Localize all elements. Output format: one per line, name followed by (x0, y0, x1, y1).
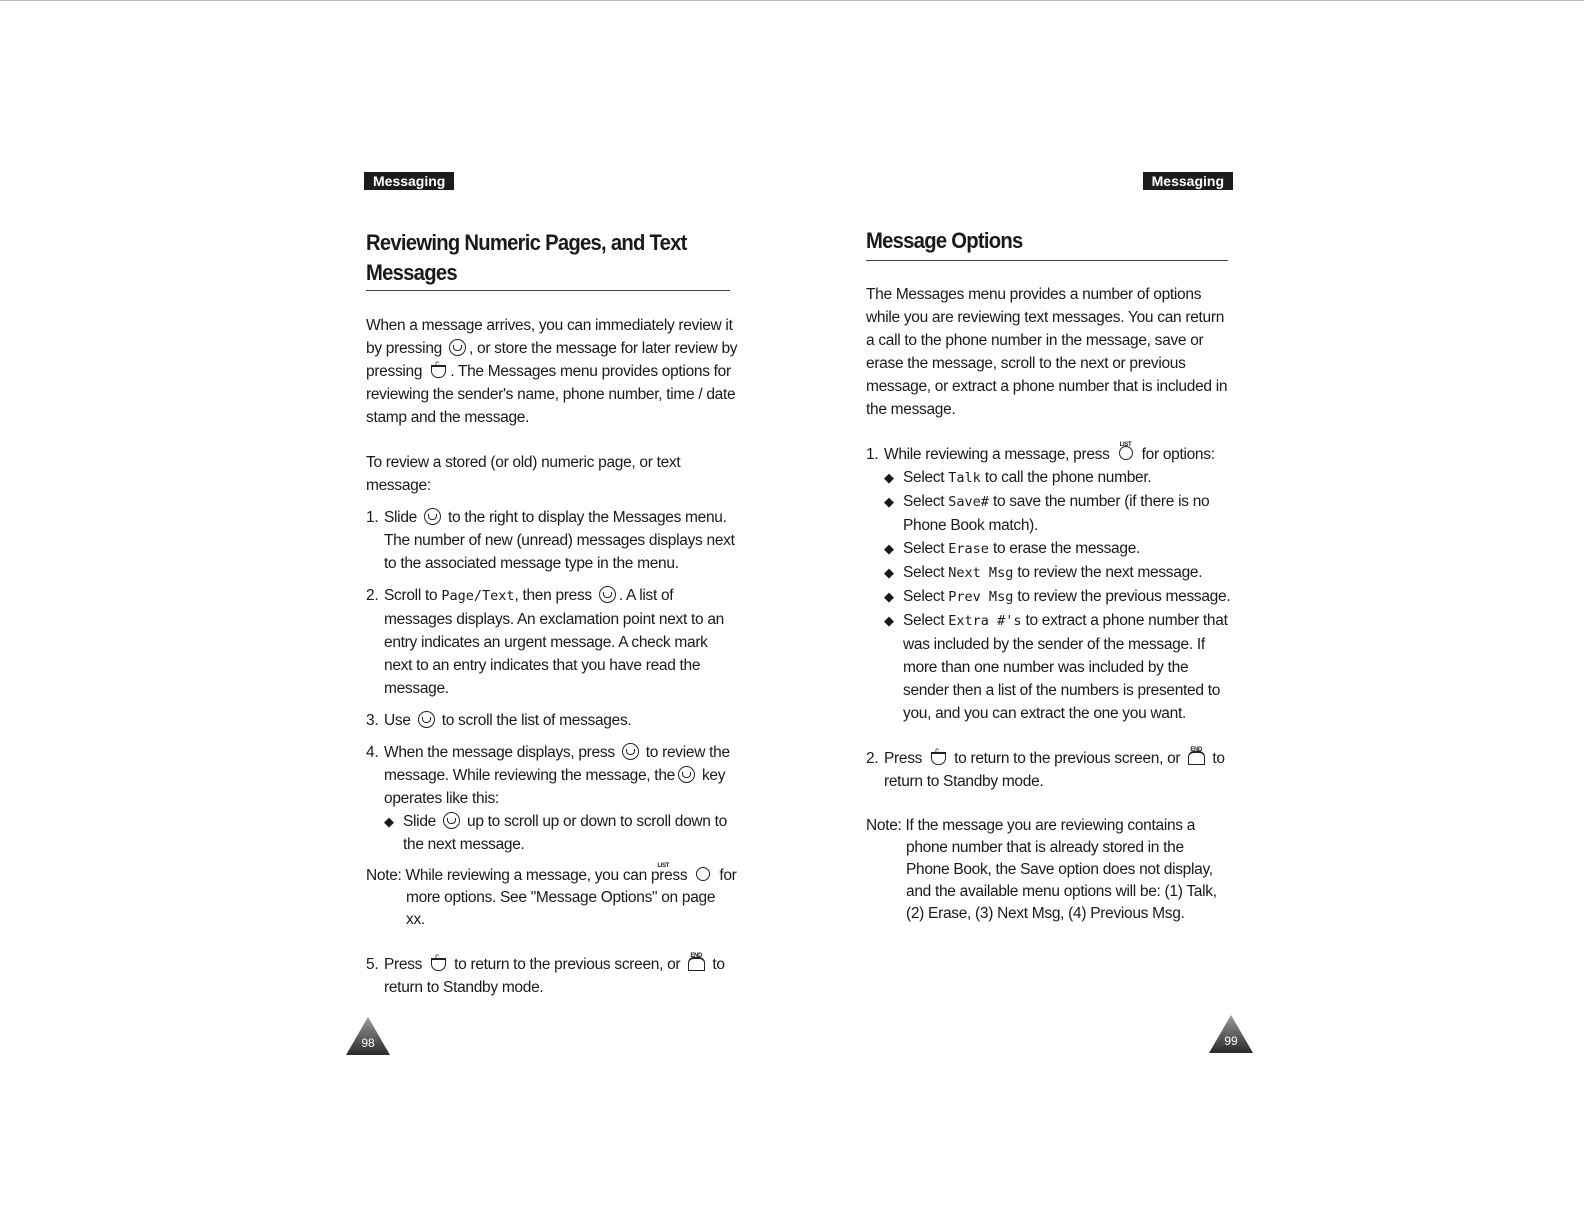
intro-text-1: When a message arrives, you can immediately review it by pressing (366, 317, 733, 357)
clear-key-icon (429, 954, 447, 972)
step-text: to return to the previous screen, or (454, 956, 681, 973)
diamond-bullet-icon: ◆ (884, 541, 894, 556)
intro-text-3: . The Messages menu provides options for reviewing the sender's name, phone number, time / date stamp and the message. (366, 363, 736, 426)
option-desc: to erase the message. (992, 540, 1141, 557)
list-key-icon (1117, 444, 1135, 462)
diamond-bullet-icon: ◆ (384, 814, 394, 829)
page-number: 99 (1224, 1034, 1238, 1048)
step-text: for options: (1141, 446, 1215, 463)
page-title: Reviewing Numeric Pages, and Text Messages (366, 230, 687, 285)
step-3 (366, 709, 738, 732)
diamond-bullet-icon: ◆ (884, 613, 894, 628)
option-desc: to review the next message. (1017, 564, 1203, 581)
step-text: While reviewing a message, press (884, 446, 1110, 463)
option-prefix: Select (903, 469, 945, 486)
option-desc: to review the previous message. (1017, 588, 1231, 605)
note (366, 865, 738, 931)
left-page (361, 0, 738, 1229)
note-text: for more options. See "Message Options" on page xx. (406, 867, 737, 928)
option-prefix: Select (903, 612, 945, 629)
page-number: 98 (361, 1036, 375, 1050)
step-text: Press (884, 750, 923, 767)
intro-text-2: , or store the message for later review by pressing (366, 340, 738, 380)
step-2 (866, 747, 1231, 793)
option-prefix: Select (903, 564, 945, 581)
page-title: Message Options (866, 228, 1023, 253)
step-text: Scroll to (384, 587, 438, 604)
option-desc: to call the phone number. (984, 469, 1152, 486)
navigation-key-icon (418, 711, 435, 728)
intro-paragraph (366, 314, 738, 429)
review-intro: To review a stored (or old) numeric page, or text message: (366, 454, 681, 494)
step-2 (366, 584, 738, 700)
list-key-icon (694, 865, 712, 883)
clear-key-icon (929, 748, 947, 766)
option-item (884, 609, 1231, 725)
option-desc: to save the number (if there is no Phone Book match). (903, 493, 1210, 534)
step-5 (366, 953, 738, 999)
end-key-icon (1187, 748, 1205, 766)
section-tag: Messaging (364, 172, 454, 190)
note: Note: If the message you are reviewing contains a phone number that is already stored in the Phone Book, the Save option does not display, and the available menu options will be: (1) Talk, (2) Erase, (3) Next Msg, (4) Previous Msg. (866, 817, 1217, 922)
diamond-bullet-icon: ◆ (884, 470, 894, 485)
page-body (366, 314, 738, 999)
option-name: Save# (948, 494, 989, 510)
navigation-key-icon (599, 586, 616, 603)
option-prefix: Select (903, 588, 945, 605)
option-prefix: Select (903, 493, 945, 510)
diamond-bullet-icon: ◆ (884, 494, 894, 509)
navigation-key-icon (424, 508, 441, 525)
step-text: Slide (384, 509, 417, 526)
bullet-text: up to scroll up or down to scroll down to the next message. (403, 813, 727, 853)
step-1 (866, 443, 1231, 466)
navigation-key-icon (678, 766, 695, 783)
right-page (866, 0, 1238, 1229)
option-name: Next Msg (948, 565, 1014, 581)
step-number: 2. (366, 587, 379, 604)
step-text: to the right to display the Messages menu. The number of new (unread) messages displays next to the associated message type in the menu. (384, 509, 735, 572)
page-number-badge (345, 1016, 391, 1056)
step-text: Press (384, 956, 423, 973)
title-rule (866, 260, 1228, 261)
step-number: 3. (366, 712, 379, 729)
step-text: . A list of messages displays. An exclamation point next to an entry indicates an urgent message. A check mark next to an entry indicates that you have read the message. (384, 587, 724, 697)
option-item (884, 537, 1231, 561)
step-text: to return to Standby mode. (884, 750, 1225, 790)
step-4 (366, 741, 738, 810)
option-item (884, 466, 1231, 490)
step-number: 1. (366, 509, 379, 526)
step-number: 5. (366, 956, 379, 973)
step-4-bullet (384, 810, 738, 856)
intro-paragraph: The Messages menu provides a number of options while you are reviewing text messages. You can return a call to the phone number in the message, save or erase the message, scroll to the next or previous message, or extract a phone number that is included in the message. (866, 286, 1228, 418)
step-text: , then press (514, 587, 592, 604)
bullet-text: Slide (403, 813, 436, 830)
option-name: Prev Msg (948, 589, 1014, 605)
step-text: Use (384, 712, 411, 729)
step-1 (366, 506, 738, 575)
step-text: When the message displays, press (384, 744, 615, 761)
step-number: 4. (366, 744, 379, 761)
note-text: Note: While reviewing a message, you can press (366, 867, 688, 884)
title-rule (366, 290, 730, 291)
step-text: key operates like this: (384, 767, 726, 807)
option-name: Erase (948, 541, 989, 557)
top-border-line (0, 0, 1584, 1)
clear-key-icon (429, 361, 447, 379)
diamond-bullet-icon: ◆ (884, 589, 894, 604)
option-prefix: Select (903, 540, 945, 557)
menu-name: Page/Text (441, 588, 515, 604)
step-text: to scroll the list of messages. (441, 712, 632, 729)
section-tag: Messaging (1143, 172, 1233, 190)
step-number: 2. (866, 750, 879, 767)
step-text: to return to Standby mode. (384, 956, 725, 996)
step-text: to return to the previous screen, or (954, 750, 1181, 767)
option-item (884, 490, 1231, 537)
option-item (884, 585, 1231, 609)
option-name: Extra #'s (948, 613, 1022, 629)
navigation-key-icon (443, 812, 460, 829)
end-key-icon (687, 954, 705, 972)
step-text: to review the message. While reviewing the message, the (384, 744, 730, 784)
option-item (884, 561, 1231, 585)
page-number-badge (1208, 1014, 1254, 1054)
page-body (866, 283, 1231, 925)
option-name: Talk (948, 470, 981, 486)
step-number: 1. (866, 446, 879, 463)
diamond-bullet-icon: ◆ (884, 565, 894, 580)
navigation-key-icon (622, 743, 639, 760)
navigation-key-icon (449, 339, 466, 356)
option-desc: to extract a phone number that was included by the sender of the message. If more than one number was included by the sender then a list of the numbers is presented to you, and you can extract the one you want. (903, 612, 1228, 722)
